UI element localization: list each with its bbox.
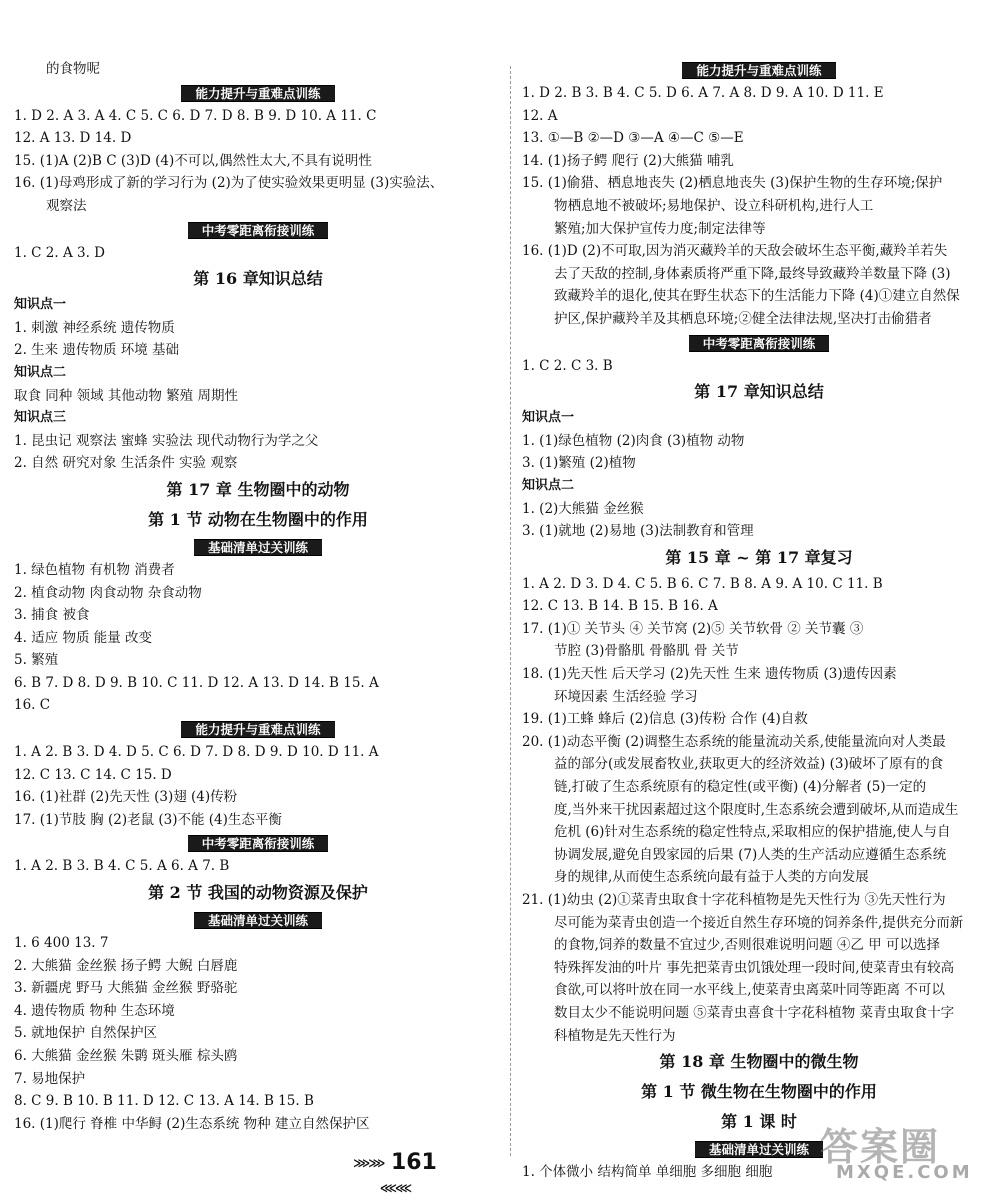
- knowledge-point-label: 知识点二: [522, 477, 575, 493]
- answer-line: 尽可能为菜青虫创造一个接近自然生存环境的饲养条件,提供充分而新: [554, 914, 964, 931]
- knowledge-point-label: 知识点二: [14, 364, 67, 380]
- answer-line: 7. 易地保护: [14, 1070, 86, 1087]
- section-banner: 基础清单过关训练: [194, 912, 322, 929]
- answer-line: 16. (1)社群 (2)先天性 (3)翅 (4)传粉: [14, 789, 238, 806]
- answer-line: 4. 遗传物质 物种 生态环境: [14, 1002, 175, 1019]
- ornament-left-icon: ⋙⋙: [353, 1156, 384, 1170]
- section-banner: 基础清单过关训练: [194, 539, 322, 556]
- answer-line: 5. 繁殖: [14, 652, 59, 669]
- answer-line: 1. C 2. A 3. D: [14, 244, 105, 261]
- answer-line: 2. 植食动物 肉食动物 杂食动物: [14, 584, 202, 601]
- answer-line: 益的部分(或发展畜牧业,获取更大的经济效益) (3)破坏了原有的食: [554, 756, 944, 773]
- knowledge-point-label: 知识点三: [14, 410, 67, 426]
- answer-line: 的食物呢: [46, 61, 100, 77]
- answer-line: 1. (1)绿色植物 (2)肉食 (3)植物 动物: [522, 432, 745, 449]
- section-banner: 能力提升与重难点训练: [181, 721, 334, 738]
- answer-line: 3. (1)繁殖 (2)植物: [522, 455, 636, 472]
- answer-line: 身的规律,从而使生态系统向最有益于人类的方向发展: [554, 869, 869, 886]
- answer-line: 1. 个体微小 结构简单 单细胞 多细胞 细胞: [522, 1164, 773, 1181]
- answer-line: 1. 刺激 神经系统 遗传物质: [14, 319, 175, 336]
- answer-line: 17. (1)节肢 胸 (2)老鼠 (3)不能 (4)生态平衡: [14, 811, 282, 828]
- answer-line: 协调发展,避免自毁家园的后果 (7)人类的生产活动应遵循生态系统: [554, 846, 947, 863]
- left-column: [14, 58, 502, 1135]
- right-column: [522, 58, 996, 1184]
- answer-line: 1. A 2. B 3. D 4. D 5. C 6. D 7. D 8. D 9. D 10. D 11. A: [14, 744, 379, 761]
- answer-line: 度,当外来干扰因素超过这个限度时,生态系统会遭到破坏,从而造成生: [554, 801, 959, 818]
- watermark-line1: 答案圈: [820, 1125, 941, 1169]
- answer-line: 2. 生来 遗传物质 环境 基础: [14, 342, 180, 359]
- answer-line: 14. (1)扬子鳄 爬行 (2)大熊猫 哺乳: [522, 152, 734, 169]
- answer-line: 危机 (6)针对生态系统的稳定性特点,采取相应的保护措施,使人与自: [554, 824, 951, 841]
- answer-line: 16. (1)D (2)不可取,因为消灭藏羚羊的天敌会破坏生态平衡,藏羚羊若失: [522, 243, 948, 260]
- answer-line: 2. 自然 研究对象 生活条件 实验 观察: [14, 455, 238, 472]
- answer-line: 17. (1)① 关节头 ④ 关节窝 (2)⑤ 关节软骨 ② 关节囊 ③: [522, 620, 864, 637]
- answer-line: 12. C 13. B 14. B 15. B 16. A: [522, 598, 718, 615]
- knowledge-point-label: 知识点一: [522, 410, 575, 426]
- knowledge-point-label: 知识点一: [14, 297, 67, 313]
- section-heading: 第 17 章 生物圈中的动物: [166, 479, 350, 499]
- ornament-right-icon: ⋘⋘: [379, 1181, 411, 1195]
- page-number-text: 161: [390, 1150, 437, 1175]
- answer-line: 16. C: [14, 697, 51, 714]
- answer-line: 致藏羚羊的退化,使其在野生状态下的生活能力下降 (4)①建立自然保: [554, 288, 960, 305]
- answer-line: 16. (1)母鸡形成了新的学习行为 (2)为了使实验效果更明显 (3)实验法、: [14, 175, 444, 192]
- watermark-line2: MXQE.COM: [836, 1162, 973, 1183]
- section-banner: 中考零距离衔接训练: [188, 222, 329, 239]
- answer-line: 13. ①—B ②—D ③—A ④—C ⑤—E: [522, 130, 744, 147]
- section-heading: 第 1 课 时: [721, 1112, 797, 1132]
- answer-line: 环境因素 生活经验 学习: [554, 688, 698, 705]
- answer-line: 观察法: [46, 197, 87, 214]
- section-heading: 第 18 章 生物圈中的微生物: [659, 1052, 859, 1072]
- answer-line: 数目太少不能说明问题 ⑤菜青虫喜食十字花科植物 菜青虫取食十字: [554, 1004, 955, 1021]
- answer-line: 去了天敌的控制,身体素质将严重下降,最终导致藏羚羊数量下降 (3): [554, 265, 951, 282]
- answer-line: 1. 6 400 13. 7: [14, 935, 109, 952]
- answer-line: 6. B 7. D 8. D 9. B 10. C 11. D 12. A 13. D 14. B 15. A: [14, 674, 379, 691]
- answer-line: 1. (2)大熊猫 金丝猴: [522, 500, 644, 517]
- column-divider: [510, 66, 511, 1156]
- answer-line: 1. D 2. B 3. B 4. C 5. D 6. A 7. A 8. D 9. A 10. D 11. E: [522, 85, 884, 101]
- answer-line: 6. 大熊猫 金丝猴 朱鹮 斑头雁 棕头鸥: [14, 1048, 238, 1064]
- section-banner: 能力提升与重难点训练: [682, 62, 835, 79]
- answer-line: 12. C 13. C 14. C 15. D: [14, 766, 172, 783]
- answer-line: 12. A: [522, 107, 558, 124]
- section-banner: 中考零距离衔接训练: [188, 835, 329, 852]
- section-heading: 第 15 章 ~ 第 17 章复习: [665, 547, 853, 567]
- answer-line: 1. C 2. C 3. B: [522, 357, 613, 374]
- answer-line: 21. (1)幼虫 (2)①菜青虫取食十字花科植物是先天性行为 ③先天性行为: [522, 892, 946, 908]
- answer-line: 护区,保护藏羚羊及其栖息环境;②健全法律法规,坚决打击偷猎者: [554, 310, 932, 327]
- answer-line: 5. 就地保护 自然保护区: [14, 1025, 157, 1042]
- answer-line: 科植物是先天性行为: [554, 1027, 676, 1044]
- answer-line: 8. C 9. B 10. B 11. D 12. C 13. A 14. B 15. B: [14, 1093, 314, 1110]
- answer-line: 1. A 2. B 3. B 4. C 5. A 6. A 7. B: [14, 858, 230, 875]
- answer-line: 繁殖;加大保护宣传力度;制定法律等: [554, 220, 766, 237]
- answer-line: 链,打破了生态系统原有的稳定性(或平衡) (4)分解者 (5)一定的: [554, 779, 927, 796]
- answer-line: 节腔 (3)骨骼肌 骨骼肌 骨 关节: [554, 643, 739, 660]
- section-banner: 中考零距离衔接训练: [689, 335, 830, 352]
- answer-line: 物栖息地不被破坏;易地保护、设立科研机构,进行人工: [554, 197, 874, 214]
- answer-line: 3. 新疆虎 野马 大熊猫 金丝猴 野骆驼: [14, 980, 238, 997]
- answer-line: 4. 适应 物质 能量 改变: [14, 629, 153, 646]
- section-heading: 第 16 章知识总结: [193, 269, 323, 289]
- answer-line: 特殊挥发油的叶片 事先把菜青虫饥饿处理一段时间,使菜青虫有较高: [554, 959, 955, 976]
- answer-line: 12. A 13. D 14. D: [14, 130, 132, 147]
- answer-line: 2. 大熊猫 金丝猴 扬子鳄 大鲵 白唇鹿: [14, 957, 238, 974]
- section-heading: 第 2 节 我国的动物资源及保护: [148, 883, 368, 903]
- answer-line: 1. 昆虫记 观察法 蜜蜂 实验法 现代动物行为学之父: [14, 432, 319, 449]
- answer-line: 15. (1)A (2)B C (3)D (4)不可以,偶然性太大,不具有说明性: [14, 152, 372, 169]
- answer-line: 取食 同种 领域 其他动物 繁殖 周期性: [14, 387, 238, 404]
- answer-line: 20. (1)动态平衡 (2)调整生态系统的能量流动关系,使能量流向对人类最: [522, 733, 946, 750]
- answer-line: 18. (1)先天性 后天学习 (2)先天性 生来 遗传物质 (3)遗传因素: [522, 666, 897, 683]
- answer-line: 3. (1)就地 (2)易地 (3)法制教育和管理: [522, 523, 754, 540]
- section-banner: 能力提升与重难点训练: [181, 85, 334, 102]
- section-heading: 第 1 节 动物在生物圈中的作用: [148, 509, 368, 529]
- page-number: [340, 1150, 450, 1200]
- answer-line: 的食物,饲养的数量不宜过少,否则很难说明问题 ④乙 甲 可以选择: [554, 937, 940, 954]
- answer-line: 食欲,可以将叶放在同一水平线上,使菜青虫离菜叶同等距离 不可以: [554, 982, 945, 999]
- answer-line: 1. A 2. D 3. D 4. C 5. B 6. C 7. B 8. A 9. A 10. C 11. B: [522, 575, 883, 592]
- section-heading: 第 17 章知识总结: [694, 382, 824, 402]
- answer-line: 3. 捕食 被食: [14, 607, 90, 624]
- answer-line: 16. (1)爬行 脊椎 中华鲟 (2)生态系统 物种 建立自然保护区: [14, 1115, 370, 1132]
- section-heading: 第 1 节 微生物在生物圈中的作用: [641, 1082, 877, 1102]
- answer-line: 1. D 2. A 3. A 4. C 5. C 6. D 7. D 8. B 9. D 10. A 11. C: [14, 107, 377, 124]
- section-banner: 基础清单过关训练: [695, 1141, 823, 1158]
- answer-line: 19. (1)工蜂 蜂后 (2)信息 (3)传粉 合作 (4)自救: [522, 711, 808, 728]
- answer-line: 1. 绿色植物 有机物 消费者: [14, 561, 175, 578]
- watermark-logo: [816, 1116, 986, 1188]
- answer-line: 15. (1)偷猎、栖息地丧失 (2)栖息地丧失 (3)保护生物的生存环境;保护: [522, 175, 943, 192]
